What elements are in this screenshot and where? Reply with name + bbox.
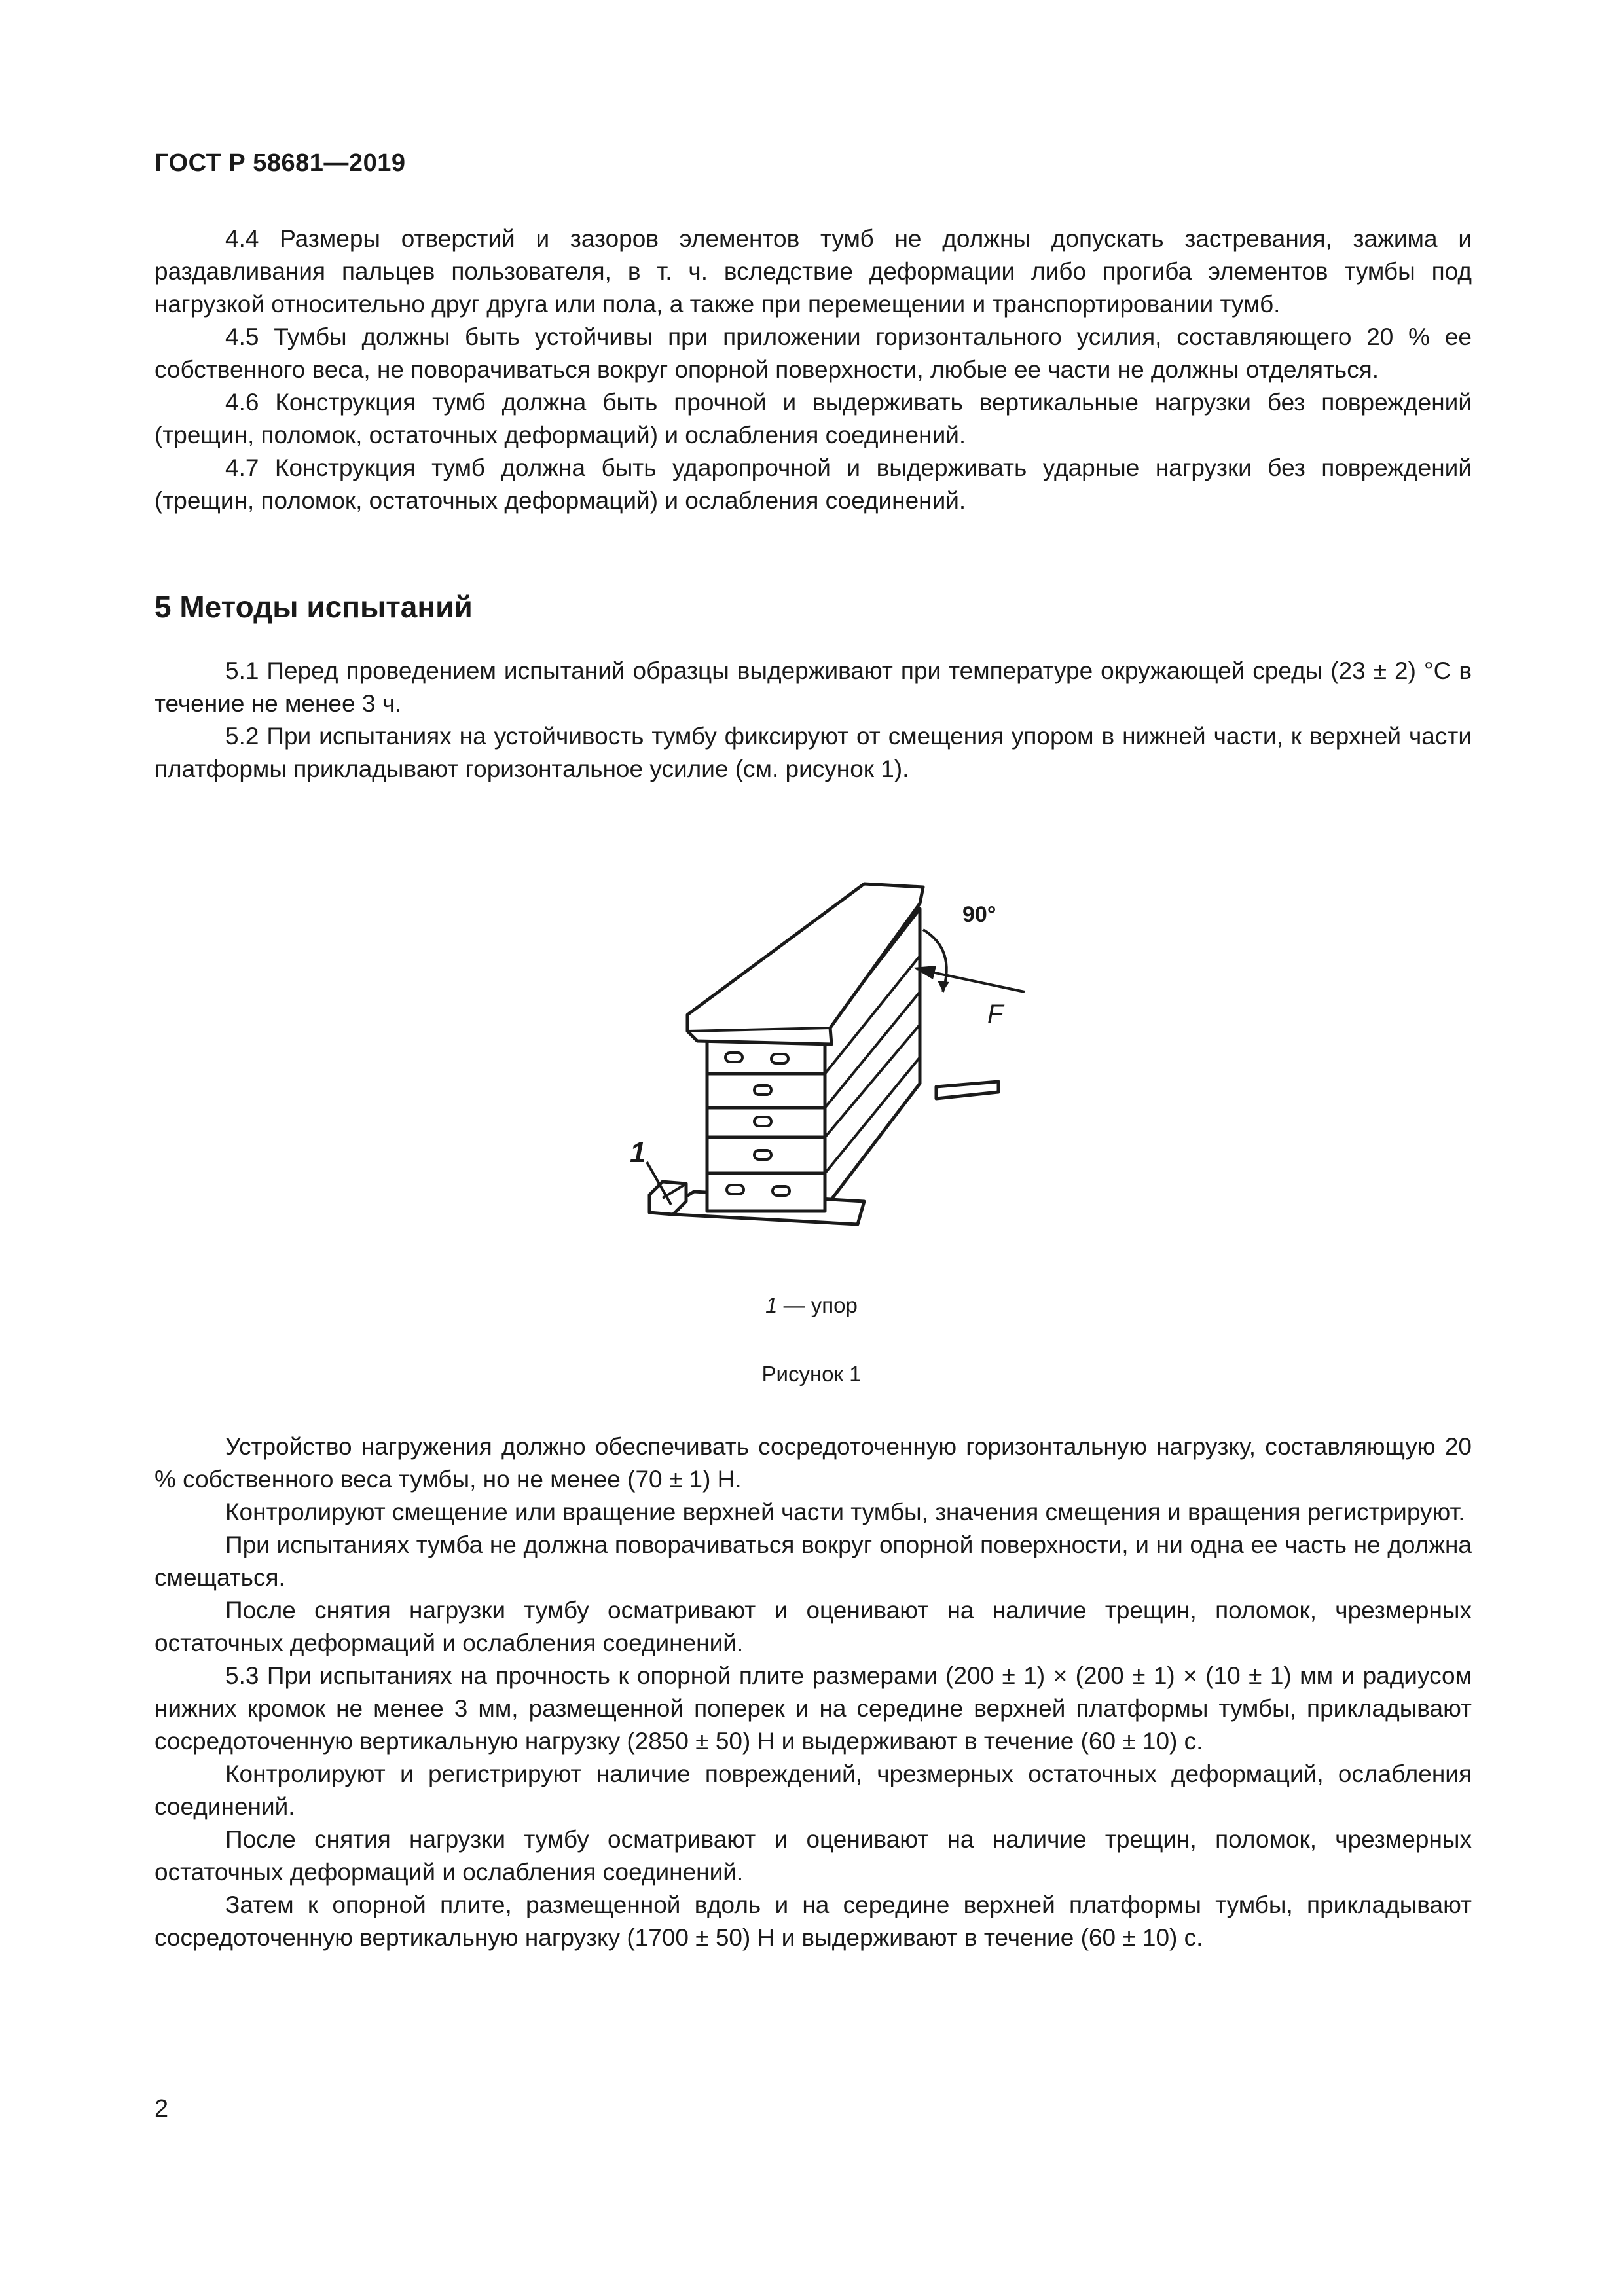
top-text-block — [155, 223, 1472, 517]
paragraph-longitudinal-load: Затем к опорной плите, размещенной вдоль и на середине верхней платформы тумбы, прикладывают сосредоточенную вертикальную нагрузку (1700 ± 50) Н и выдерживают в течение (60 ± 10) с. — [155, 1891, 1472, 1951]
bottom-text-block — [155, 1430, 1472, 1954]
page-number: 2 — [155, 2095, 169, 2123]
callout-label: 1 — [630, 1137, 646, 1169]
paragraph-5-1: 5.1 Перед проведением испытаний образцы выдерживают при температуре окружающей среды (23 ± 2) °С в течение не менее 3 ч. — [155, 657, 1472, 717]
section-heading: 5 Методы испытаний — [155, 590, 473, 624]
paragraph-4-6: 4.6 Конструкция тумб должна быть прочной и выдерживать вертикальные нагрузки без повреждений (трещин, поломок, остаточных деформаций) и ослабления соединений. — [155, 389, 1472, 448]
paragraph-loading-device: Устройство нагружения должно обеспечивать сосредоточенную горизонтальную нагрузку, составляющую 20 % собственного веса тумбы, но не менее (70 ± 1) Н. — [155, 1433, 1472, 1493]
tier-3 — [707, 1108, 825, 1137]
legend-text: — упор — [777, 1293, 858, 1317]
vaulting-box-drawing — [615, 851, 1041, 1244]
tier-2 — [707, 1074, 825, 1108]
mid-text-block — [155, 655, 1472, 786]
paragraph-4-5: 4.5 Тумбы должны быть устойчивы при приложении горизонтального усилия, составляющего 20 % ее собственного веса, не поворачиваться вокруг опорной поверхности, любые ее части не должны отделяться. — [155, 323, 1472, 383]
paragraph-after-unloading-2: После снятия нагрузки тумбу осматривают и оценивают на наличие трещин, поломок, чрезмерных остаточных деформаций и ослабления соединений. — [155, 1826, 1472, 1886]
figure-1 — [615, 851, 1041, 1244]
figure-legend — [0, 1293, 1623, 1318]
paragraph-control-damage: Контролируют и регистрируют наличие повреждений, чрезмерных остаточных деформаций, ослабления соединений. — [155, 1760, 1472, 1820]
tier-4 — [707, 1137, 825, 1173]
force-label: F — [987, 1000, 1004, 1029]
rear-base-board — [936, 1082, 998, 1099]
tier-5 — [707, 1173, 825, 1211]
paragraph-after-unloading: После снятия нагрузки тумбу осматривают и оценивают на наличие трещин, поломок, чрезмерных остаточных деформаций и ослабления соединений. — [155, 1597, 1472, 1656]
document-header: ГОСТ Р 58681—2019 — [155, 149, 406, 177]
arc-arrowhead — [938, 981, 949, 992]
figure-caption: Рисунок 1 — [761, 1362, 862, 1386]
paragraph-control-displacement: Контролируют смещение или вращение верхней части тумбы, значения смещения и вращения регистрируют. — [225, 1499, 1465, 1525]
paragraph-4-7: 4.7 Конструкция тумб должна быть ударопрочной и выдерживать ударные нагрузки без повреждений (трещин, поломок, остаточных деформаций) и ослабления соединений. — [155, 454, 1472, 514]
paragraph-4-4: 4.4 Размеры отверстий и зазоров элементов тумб не должны допускать застревания, зажима и раздавливания пальцев пользователя, в т. ч. вследствие деформации либо прогиба элементов тумбы под нагрузкой относительно друг друга или пола, а также при перемещении и транспортировании тумб. — [155, 225, 1472, 318]
paragraph-5-2: 5.2 При испытаниях на устойчивость тумбу фиксируют от смещения упором в нижней части, к верхней части платформы прикладывают горизонтальное усилие (см. рисунок 1). — [155, 723, 1472, 782]
paragraph-5-3: 5.3 При испытаниях на прочность к опорной плите размерами (200 ± 1) × (200 ± 1) × (10 ± 1) мм и радиусом нижних кромок не менее 3 мм, размещенной поперек и на середине верхней платформы тумбы, прикладывают сосредоточенную вертикальную нагрузку (2850 ± 50) Н и выдерживают в течение (60 ± 10) с. — [155, 1662, 1472, 1755]
paragraph-no-rotation: При испытаниях тумба не должна поворачиваться вокруг опорной поверхности, и ни одна ее часть не должна смещаться. — [155, 1531, 1472, 1591]
angle-label: 90° — [962, 902, 996, 927]
legend-number: 1 — [765, 1293, 778, 1317]
